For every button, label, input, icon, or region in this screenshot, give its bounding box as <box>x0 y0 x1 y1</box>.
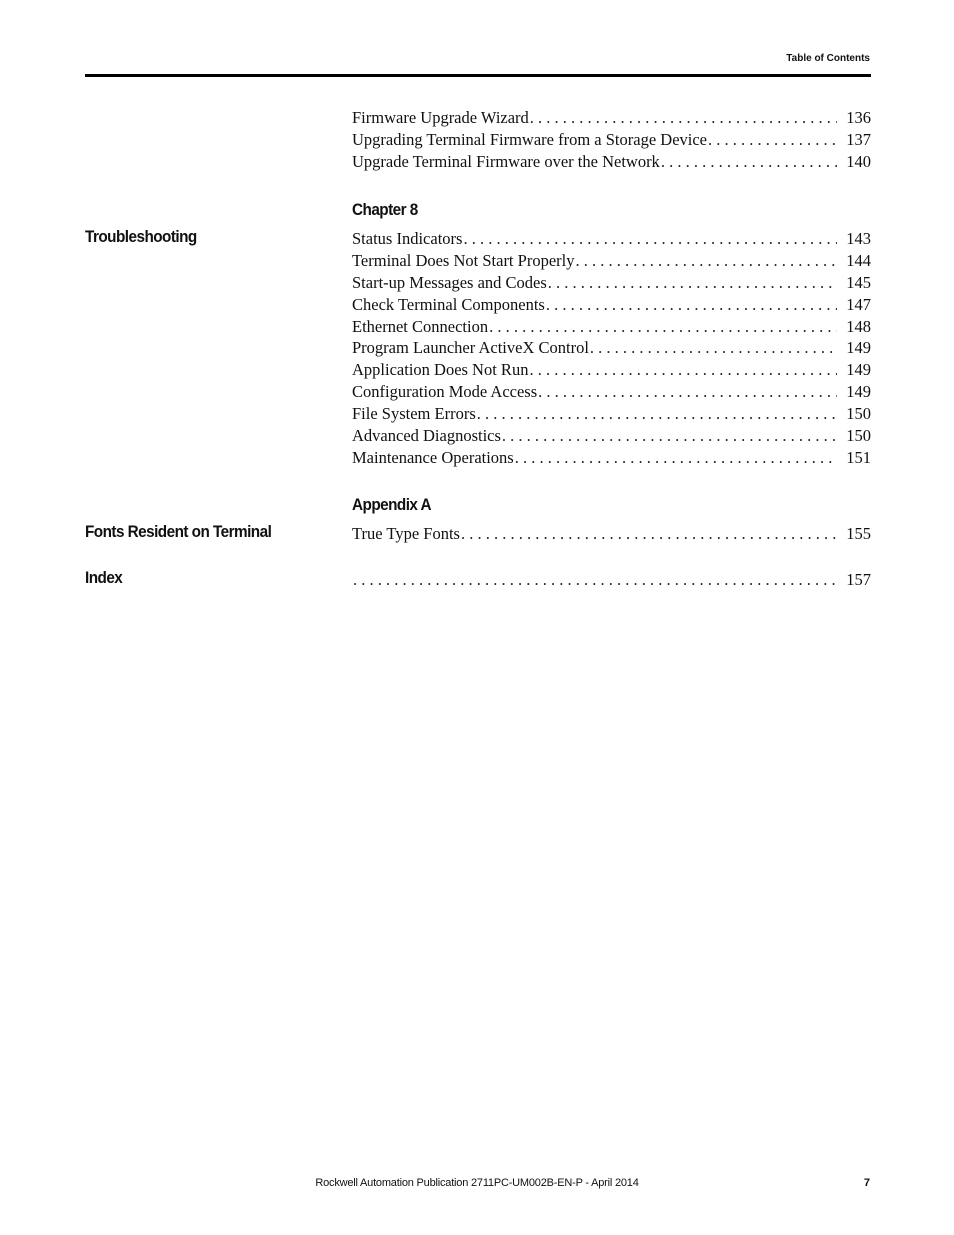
dot-leader <box>548 272 837 294</box>
footer-page-number: 7 <box>863 1177 870 1189</box>
appendix-a-label: Appendix A <box>352 495 432 514</box>
toc-entry-page: 136 <box>846 108 871 127</box>
toc-entry-title: Start-up Messages and Codes <box>352 272 547 292</box>
toc-entry[interactable] <box>352 151 871 173</box>
dot-leader <box>575 250 837 272</box>
dot-leader <box>546 294 837 316</box>
dot-leader <box>489 316 837 338</box>
running-head: Table of Contents <box>786 53 870 64</box>
toc-entry[interactable] <box>352 272 871 294</box>
toc-entry[interactable] <box>352 129 871 151</box>
toc-entry[interactable] <box>352 107 871 129</box>
toc-entry[interactable] <box>352 337 871 359</box>
toc-entry[interactable] <box>352 569 871 591</box>
dot-leader <box>353 569 837 591</box>
index-title[interactable]: Index <box>85 568 123 587</box>
toc-entry-page: 145 <box>846 272 871 292</box>
dot-leader <box>502 425 837 447</box>
dot-leader <box>515 447 837 469</box>
toc-entry-page: 149 <box>846 338 871 358</box>
footer-publication: Rockwell Automation Publication 2711PC-UM002B-EN-P - April 2014 <box>315 1177 639 1189</box>
toc-entry-title: Maintenance Operations <box>352 447 514 467</box>
dot-leader <box>661 151 837 173</box>
dot-leader <box>590 337 837 359</box>
chapter-8-label: Chapter 8 <box>352 200 418 219</box>
toc-entry-title: File System Errors <box>352 404 476 424</box>
toc-entry-page: 149 <box>846 360 871 380</box>
toc-entry-title: Upgrading Terminal Firmware from a Storage Device <box>352 129 708 149</box>
toc-entry-page: 144 <box>846 250 871 270</box>
toc-entry[interactable] <box>352 381 871 403</box>
toc-entry-page: 150 <box>846 426 871 446</box>
toc-entry[interactable] <box>352 359 871 381</box>
dot-leader <box>708 129 837 151</box>
dot-leader <box>461 523 837 545</box>
toc-entry-page: 155 <box>846 524 871 543</box>
toc-index-list <box>352 569 871 591</box>
dot-leader <box>477 403 837 425</box>
toc-entry-page: 150 <box>846 404 871 424</box>
dot-leader <box>463 228 837 250</box>
dot-leader <box>529 359 837 381</box>
toc-entry-page: 140 <box>846 151 871 171</box>
toc-entry[interactable] <box>352 403 871 425</box>
toc-entry-title: Application Does Not Run <box>352 360 529 380</box>
toc-entry-page: 147 <box>846 294 871 314</box>
toc-entry-title: Upgrade Terminal Firmware over the Network <box>352 151 660 171</box>
dot-leader <box>538 381 837 403</box>
toc-entry[interactable] <box>352 447 871 469</box>
toc-appendix-a-list <box>352 523 871 545</box>
toc-entry-title: Terminal Does Not Start Properly <box>352 250 575 270</box>
toc-entry-title: Advanced Diagnostics <box>352 426 501 446</box>
toc-entry-title: True Type Fonts <box>352 524 460 543</box>
dot-leader <box>530 107 837 129</box>
toc-entry-title: Check Terminal Components <box>352 294 545 314</box>
toc-entry-title: Status Indicators <box>352 229 463 248</box>
chapter-8-title[interactable]: Troubleshooting <box>85 227 197 246</box>
toc-entry-page: 143 <box>846 229 871 248</box>
toc-entry-page: 137 <box>846 129 871 149</box>
appendix-a-title[interactable]: Fonts Resident on Terminal <box>85 522 272 541</box>
toc-entry-title: Firmware Upgrade Wizard <box>352 108 529 127</box>
toc-entry[interactable] <box>352 228 871 250</box>
toc-entry-title: Configuration Mode Access <box>352 382 538 402</box>
toc-entry-page: 149 <box>846 382 871 402</box>
toc-entry[interactable] <box>352 425 871 447</box>
header-rule <box>85 74 871 77</box>
toc-entry-page: 157 <box>846 570 871 589</box>
toc-chapter-8-list <box>352 228 871 469</box>
toc-entry-title: Ethernet Connection <box>352 316 489 336</box>
toc-entry-page: 151 <box>846 447 871 467</box>
toc-entry[interactable] <box>352 316 871 338</box>
toc-entry-page: 148 <box>846 316 871 336</box>
toc-continued-list <box>352 107 871 173</box>
toc-entry[interactable] <box>352 294 871 316</box>
toc-entry-title: Program Launcher ActiveX Control <box>352 338 589 358</box>
toc-entry[interactable] <box>352 250 871 272</box>
toc-entry[interactable] <box>352 523 871 545</box>
